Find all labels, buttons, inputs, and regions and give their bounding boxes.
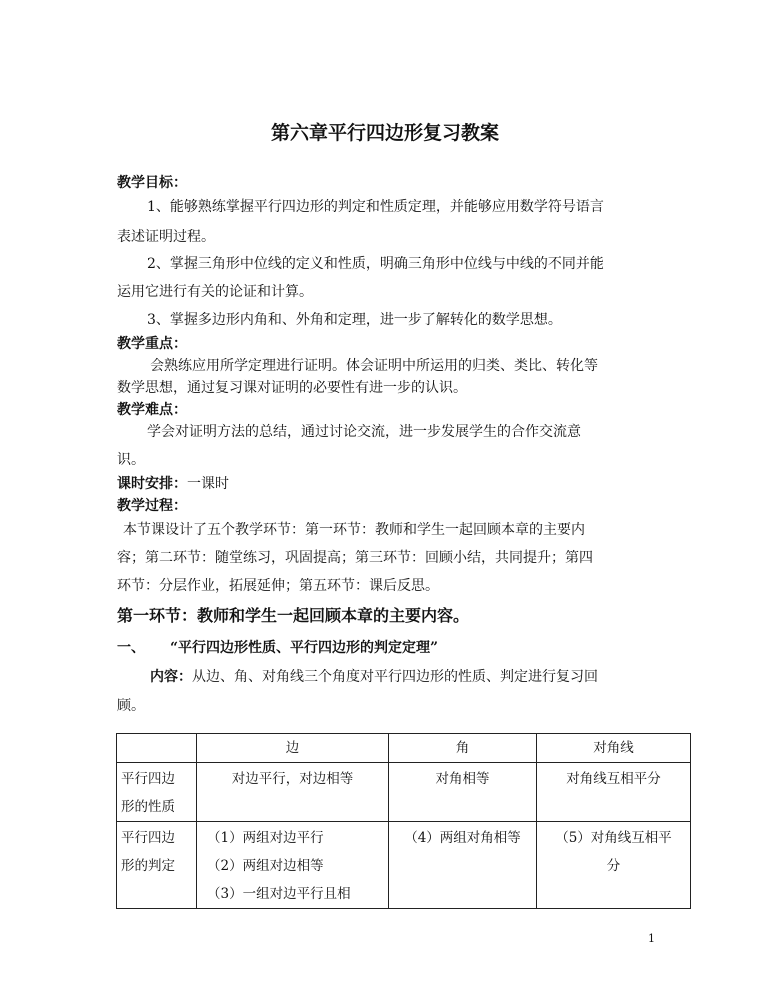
table-row-criteria (117, 822, 691, 909)
goal-2-line-2: 运用它进行有关的论证和计算。 (117, 284, 313, 300)
schedule-value: 一课时 (187, 476, 229, 492)
subsection-title: “平行四边形性质、平行四边形的判定定理” (170, 640, 439, 656)
content-line-2: 顾。 (117, 698, 145, 714)
criteria-side-1: （1）两组对边平行 (207, 830, 324, 846)
table-row-properties (117, 763, 691, 822)
table-header-side: 边 (197, 734, 389, 763)
properties-side-cell: 对边平行，对边相等 (197, 763, 389, 822)
goal-3-line-1: 3、掌握多边形内角和、外角和定理，进一步了解转化的数学思想。 (147, 312, 562, 328)
properties-label-line-2: 形的性质 (121, 799, 175, 815)
section-1-heading: 第一环节：教师和学生一起回顾本章的主要内容。 (117, 606, 470, 625)
process-line-3: 环节：分层作业，拓展延伸；第五环节：课后反思。 (117, 578, 439, 594)
criteria-side-2: （2）两组对边相等 (207, 858, 324, 874)
key-points-heading: 教学重点： (117, 336, 187, 352)
properties-label-line-1: 平行四边 (121, 771, 175, 787)
difficulties-heading: 教学难点： (117, 402, 187, 418)
process-line-2: 容；第二环节：随堂练习，巩固提高；第三环节：回顾小结，共同提升；第四 (117, 550, 593, 566)
process-line-1: 本节课设计了五个教学环节：第一环节：教师和学生一起回顾本章的主要内 (123, 522, 585, 538)
criteria-diagonal-line-2: 分 (606, 858, 621, 874)
process-heading: 教学过程： (117, 498, 187, 514)
properties-label-cell (117, 763, 197, 822)
criteria-side-3: （3）一组对边平行且相 (207, 886, 351, 902)
criteria-diagonal-cell (537, 822, 691, 909)
schedule-heading: 课时安排： (117, 476, 187, 492)
goal-2-line-1: 2、掌握三角形中位线的定义和性质，明确三角形中位线与中线的不同并能 (147, 256, 604, 272)
table-header-empty (117, 734, 197, 763)
criteria-side-cell (197, 822, 389, 909)
criteria-label-line-1: 平行四边 (121, 830, 175, 846)
goal-1-line-1: 1、能够熟练掌握平行四边形的判定和性质定理，并能够应用数学符号语言 (147, 199, 604, 215)
schedule-line (117, 473, 229, 493)
page-number: 1 (648, 932, 655, 945)
content-line-1 (150, 666, 598, 686)
goals-heading: 教学目标： (117, 175, 187, 191)
content-label: 内容： (150, 669, 192, 685)
subsection-number: 一、 (117, 640, 145, 656)
criteria-angle-cell: （4）两组对角相等 (389, 822, 537, 909)
properties-diagonal-cell: 对角线互相平分 (537, 763, 691, 822)
difficulties-line-2: 识。 (117, 452, 145, 468)
review-table (116, 733, 691, 909)
table-header-angle: 角 (389, 734, 537, 763)
criteria-label-cell (117, 822, 197, 909)
key-points-line-2: 数学思想，通过复习课对证明的必要性有进一步的认识。 (117, 380, 467, 396)
criteria-label-line-2: 形的判定 (121, 858, 175, 874)
properties-angle-cell: 对角相等 (389, 763, 537, 822)
criteria-diagonal-line-1: （5）对角线互相平 (555, 830, 672, 846)
content-text: 从边、角、对角线三个角度对平行四边形的性质、判定进行复习回 (192, 669, 598, 685)
goal-1-line-2: 表述证明过程。 (117, 229, 215, 245)
table-header-row (117, 734, 691, 763)
key-points-line-1: 会熟练应用所学定理进行证明。体会证明中所运用的归类、类比、转化等 (150, 358, 598, 374)
table-header-diagonal: 对角线 (537, 734, 691, 763)
difficulties-line-1: 学会对证明方法的总结，通过讨论交流，进一步发展学生的合作交流意 (147, 424, 581, 440)
document-title: 第六章平行四边形复习教案 (270, 122, 499, 144)
